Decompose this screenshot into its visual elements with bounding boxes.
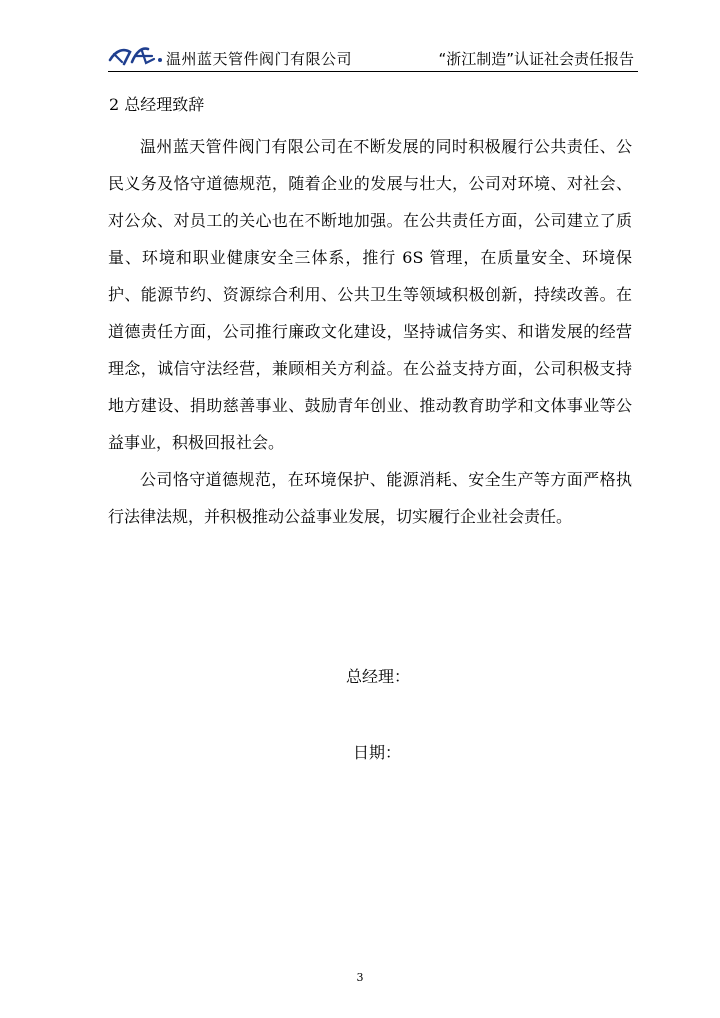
page-number: 3 xyxy=(356,971,364,984)
paragraph: 公司恪守道德规范，在环境保护、能源消耗、安全生产等方面严格执行法律法规，并积极推动公益事业发展，切实履行企业社会责任。 xyxy=(108,470,632,526)
date-label: 日期： xyxy=(353,743,402,762)
header-divider xyxy=(108,71,638,72)
manager-signature-label: 总经理： xyxy=(346,667,411,686)
report-title: “浙江制造”认证社会责任报告 xyxy=(438,50,634,68)
company-name: 温州蓝天管件阀门有限公司 xyxy=(166,50,353,68)
paragraph: 温州蓝天管件阀门有限公司在不断发展的同时积极履行公共责任、公民义务及恪守道德规范，随着企业的发展与壮大，公司对环境、对社会、对公众、对员工的关心也在不断地加强。在公共责任方面，公司建立了质量、环境和职业健康安全三体系，推行 6S 管理，在质量安全、环境保护、能源节约、资源综合利用、公共卫生等领域积极创新，持续改善。在道德责任方面，公司推行廉政文化建设，坚持诚信务实、和谐发展的经营理念，诚信守法经营，兼顾相关方利益。在公益支持方面，公司积极支持地方建设、捐助慈善事业、鼓励青年创业、推动教育助学和文体事业等公益事业，积极回报社会。 xyxy=(108,137,632,452)
company-logo-icon xyxy=(108,44,164,68)
page-header xyxy=(108,44,638,74)
section-heading: 2 总经理致辞 xyxy=(109,95,205,114)
message-body xyxy=(108,128,632,535)
